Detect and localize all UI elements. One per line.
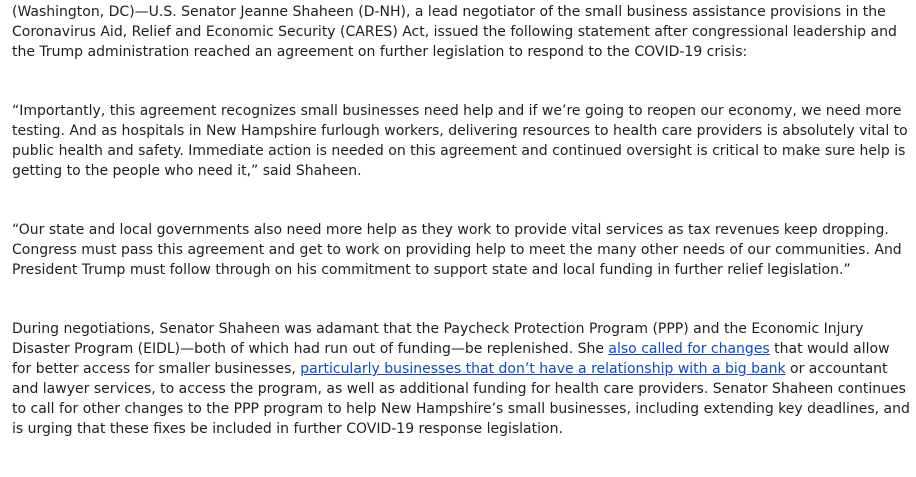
article-body	[12, 0, 912, 439]
negotiations-paragraph	[12, 319, 912, 439]
quote-paragraph-1: “Importantly, this agreement recognizes small businesses need help and if we’re going to reopen our economy, we need more testing. And as hospitals in New Hampshire furlough workers, delivering resources to health care providers is absolutely vital to public health and safety. Immediate action is needed on this agreement and continued oversight is critical to make sure help is getting to the people who need it,” said Shaheen.	[12, 103, 908, 179]
intro-paragraph: (Washington, DC)—U.S. Senator Jeanne Shaheen (D-NH), a lead negotiator of the small business assistance provisions in the Coronavirus Aid, Relief and Economic Security (CARES) Act, issued the following statement after congressional leadership and the Trump administration reached an agreement on further legislation to respond to the COVID-19 crisis:	[12, 4, 897, 60]
negotiations-text-1: During negotiations, Senator Shaheen was adamant that the Paycheck Protection Program (PPP) and the Economic Injury Disaster Program (EIDL)—both of which had run out of funding—be replenished. She	[12, 321, 864, 357]
negotiations-text-2: that would allow for better access for smaller businesses,	[12, 341, 890, 377]
also-called-for-changes-link[interactable]: also called for changes	[608, 341, 770, 357]
quote-paragraph-2: “Our state and local governments also need more help as they work to provide vital services as tax revenues keep dropping. Congress must pass this agreement and get to work on providing help to meet the many other needs of our communities. And President Trump must follow through on his commitment to support state and local funding in further relief legislation.”	[12, 222, 902, 278]
negotiations-text-3: or accountant and lawyer services, to access the program, as well as additional funding for health care providers. Senator Shaheen continues to call for other changes to the PPP program to help New Hampshire’s small businesses, including extending key deadlines, and is urging that these fixes be included in further COVID-19 response legislation.	[12, 361, 910, 437]
big-bank-relationship-link[interactable]: particularly businesses that don’t have a relationship with a big bank	[300, 361, 786, 377]
